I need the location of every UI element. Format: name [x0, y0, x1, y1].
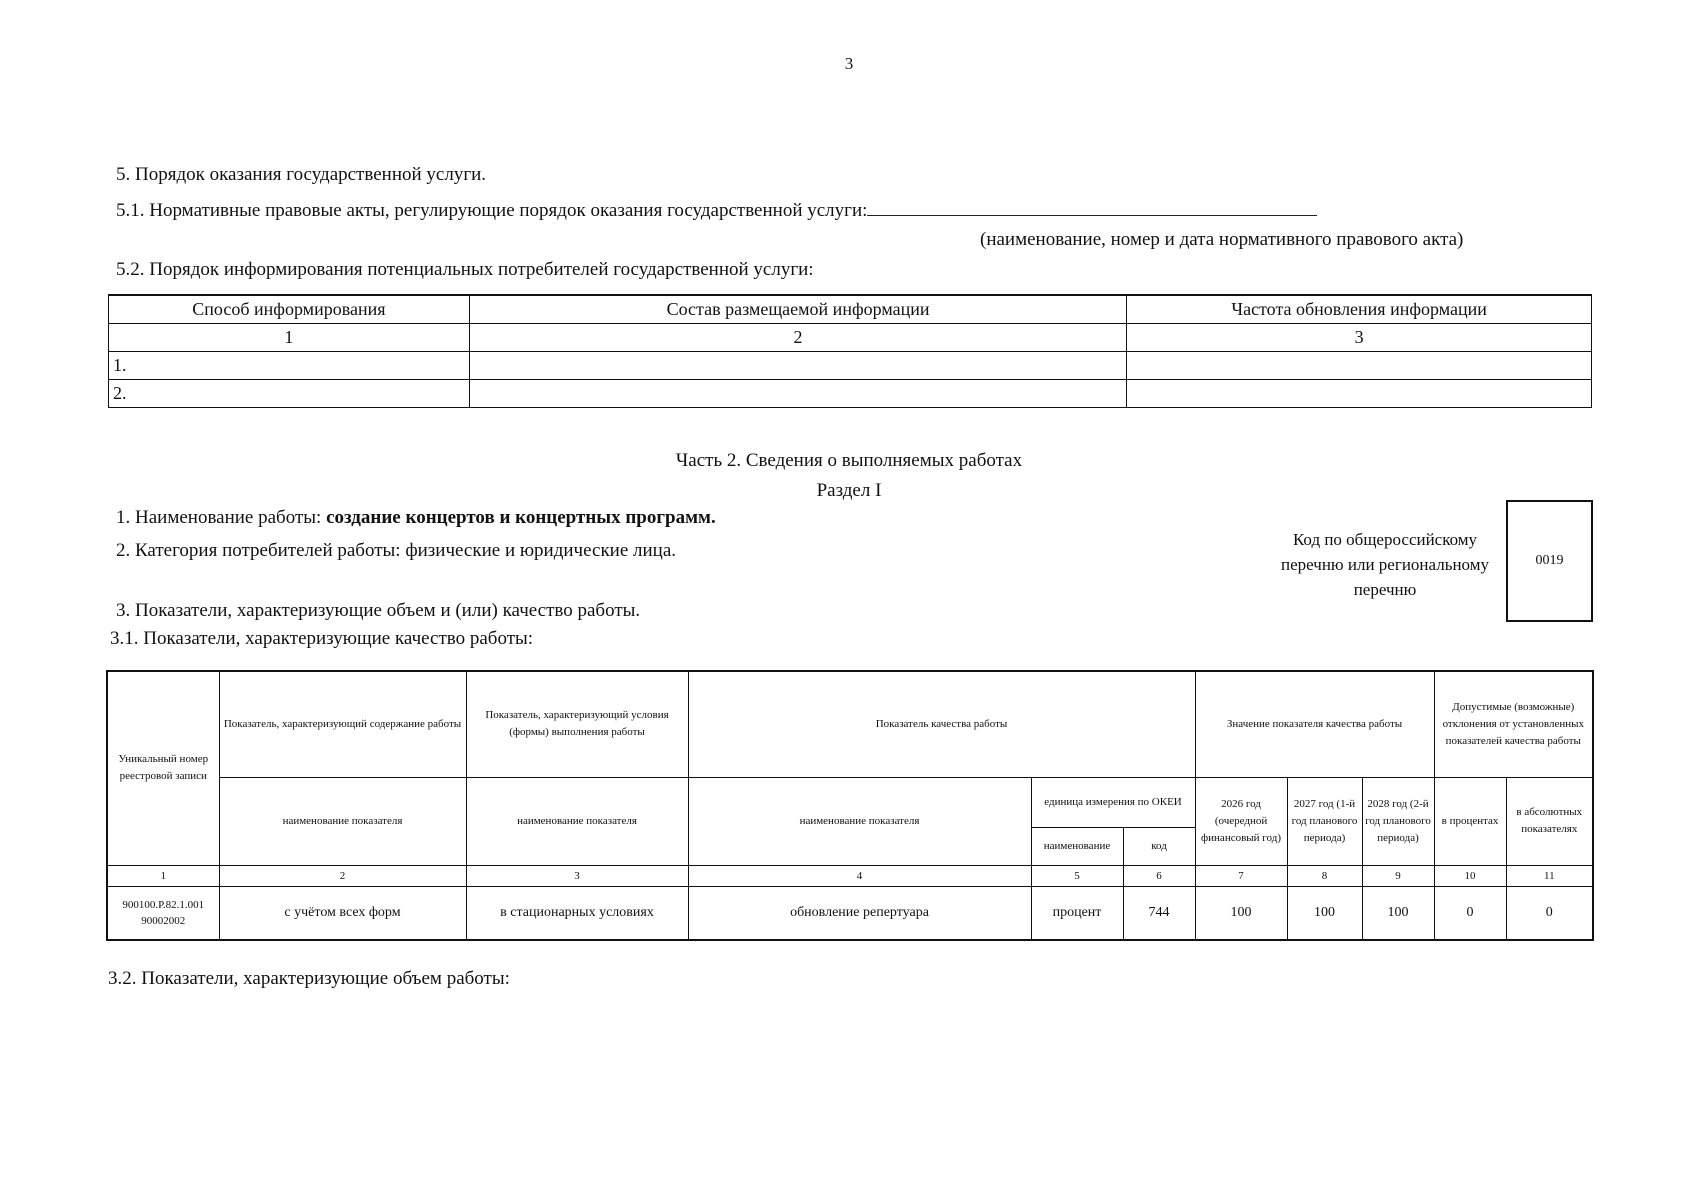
page-number: 3 — [844, 54, 854, 73]
work-name-label: 1. Наименование работы: — [116, 507, 327, 528]
section-5-1-text: 5.1. Нормативные правовые акты, регулирующие порядок оказания государственной услуги: — [116, 200, 868, 221]
header-content-indicator: Показатель, характеризующий содержание работы — [219, 671, 466, 777]
table-number-row — [109, 324, 1592, 352]
header-unit-code: код — [1123, 827, 1195, 865]
consumer-category: 2. Категория потребителей работы: физические и юридические лица. — [116, 540, 677, 561]
unit-name-cell: процент — [1031, 886, 1123, 940]
column-number: 2 — [469, 324, 1127, 352]
value-2028-cell: 100 — [1362, 886, 1434, 940]
header-content: Состав размещаемой информации — [469, 295, 1127, 324]
column-number: 11 — [1506, 865, 1593, 886]
header-indicator-name: наименование показателя — [688, 777, 1031, 865]
work-name-line — [116, 507, 716, 529]
work-name-value: создание концертов и концертных программ. — [326, 507, 716, 528]
column-number: 5 — [1031, 865, 1123, 886]
section-5-1-caption: (наименование, номер и дата нормативного правового акта) — [980, 229, 1464, 250]
table-cell — [469, 380, 1127, 408]
table-header-row — [107, 671, 1593, 777]
table-row — [107, 886, 1593, 940]
column-number: 1 — [107, 865, 219, 886]
column-number: 3 — [466, 865, 688, 886]
column-number: 10 — [1434, 865, 1506, 886]
column-number: 7 — [1195, 865, 1287, 886]
value-2026-cell: 100 — [1195, 886, 1287, 940]
header-deviation-absolute: в абсолютных показателях — [1506, 777, 1593, 865]
section-5-2-line: 5.2. Порядок информирования потенциальных потребителей государственной услуги: — [116, 259, 814, 280]
unit-code-cell: 744 — [1123, 886, 1195, 940]
section-5-title: 5. Порядок оказания государственной услуги. — [116, 164, 487, 185]
content-cell: с учётом всех форм — [219, 886, 466, 940]
header-unit: единица измерения по ОКЕИ — [1031, 777, 1195, 827]
column-number: 9 — [1362, 865, 1434, 886]
header-quality-indicator: Показатель качества работы — [688, 671, 1195, 777]
column-number: 2 — [219, 865, 466, 886]
information-table — [108, 294, 1592, 408]
registry-code-label: Код по общероссийскому перечню или региональному перечню — [1281, 530, 1489, 599]
column-number: 8 — [1287, 865, 1362, 886]
table-cell — [1127, 352, 1592, 380]
header-registry-number: Уникальный номер реестровой записи — [107, 671, 219, 865]
header-year-2028: 2028 год (2-й год планового периода) — [1362, 777, 1434, 865]
table-cell — [1127, 380, 1592, 408]
table-number-row — [107, 865, 1593, 886]
registry-code-value: 0019 — [1535, 553, 1564, 568]
section-title: Раздел I — [816, 480, 882, 501]
header-deviation: Допустимые (возможные) отклонения от установленных показателей качества работы — [1434, 671, 1593, 777]
quality-indicators-table — [106, 670, 1594, 941]
header-frequency: Частота обновления информации — [1127, 295, 1592, 324]
section-5-1-line — [116, 197, 1317, 222]
header-quality-value: Значение показателя качества работы — [1195, 671, 1434, 777]
column-number: 3 — [1127, 324, 1592, 352]
indicators-heading: 3. Показатели, характеризующие объем и (или) качество работы. — [116, 600, 641, 621]
header-deviation-percent: в процентах — [1434, 777, 1506, 865]
header-year-2026: 2026 год (очередной финансовый год) — [1195, 777, 1287, 865]
header-year-2027: 2027 год (1-й год планового периода) — [1287, 777, 1362, 865]
table-row — [109, 380, 1592, 408]
part-2-title: Часть 2. Сведения о выполняемых работах — [675, 450, 1023, 471]
fill-in-blank — [867, 197, 1317, 216]
table-header-row — [109, 295, 1592, 324]
conditions-cell: в стационарных условиях — [466, 886, 688, 940]
deviation-percent-cell: 0 — [1434, 886, 1506, 940]
header-indicator-name: наименование показателя — [219, 777, 466, 865]
header-conditions-indicator: Показатель, характеризующий условия (формы) выполнения работы — [466, 671, 688, 777]
value-2027-cell: 100 — [1287, 886, 1362, 940]
table-cell — [469, 352, 1127, 380]
indicator-cell: обновление репертуара — [688, 886, 1031, 940]
header-unit-name: наименование — [1031, 827, 1123, 865]
quality-indicators-heading: 3.1. Показатели, характеризующие качество работы: — [110, 628, 534, 649]
column-number: 6 — [1123, 865, 1195, 886]
row-number: 2. — [109, 380, 470, 408]
deviation-absolute-cell: 0 — [1506, 886, 1593, 940]
header-indicator-name: наименование показателя — [466, 777, 688, 865]
column-number: 4 — [688, 865, 1031, 886]
registry-number-cell: 900100.Р.82.1.001 90002002 — [107, 886, 219, 940]
table-row — [109, 352, 1592, 380]
registry-code-box — [1506, 500, 1593, 622]
volume-indicators-heading: 3.2. Показатели, характеризующие объем работы: — [108, 968, 510, 989]
header-method: Способ информирования — [109, 295, 470, 324]
column-number: 1 — [109, 324, 470, 352]
row-number: 1. — [109, 352, 470, 380]
table-subheader-row — [107, 777, 1593, 827]
